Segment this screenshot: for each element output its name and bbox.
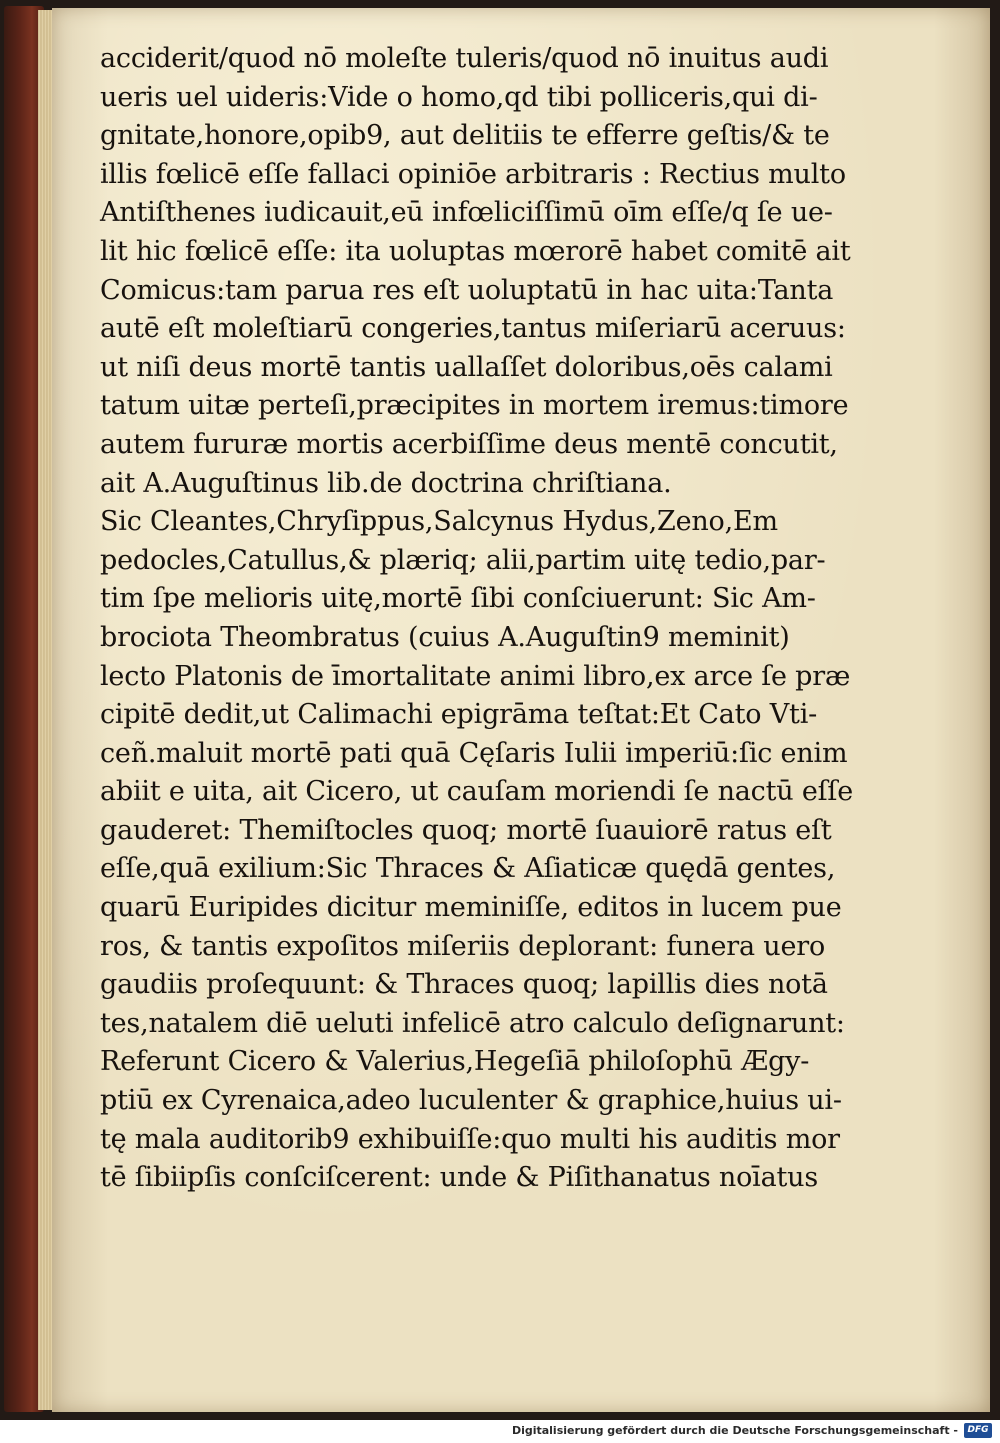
funding-credit: Digitalisierung gefördert durch die Deutsche Forschungsgemeinschaft - — [511, 1424, 958, 1437]
text-line: acciderit/quod nō moleſte tuleris/quod nō inuitus audi — [100, 43, 829, 74]
text-line: tę mala auditorib9 exhibuiſſe:quo multi his auditis mor — [100, 1123, 840, 1155]
text-line: tes,natalem diē ueluti infelicē atro calculo deſignarunt: — [100, 1007, 845, 1039]
text-line: gaudiis proſequunt: & Thraces quoq; lapillis dies notā — [100, 969, 828, 1001]
text-line: brociota Theombratus (cuius A.Auguſtin9 meminit) — [100, 621, 790, 653]
text-line: autē eſt moleſtiarū congeries,tantus miſeriarū aceruus: — [100, 313, 846, 345]
text-line: tatum uitæ perteſi,præcipites in mortem iremus:timore — [100, 390, 849, 422]
text-line: abiit e uita, ait Cicero, ut cauſam moriendi ſe nactū eſſe — [100, 776, 853, 808]
text-line: quarū Euripides dicitur meminiſſe, editos in lucem pue — [100, 892, 842, 924]
text-line: ait A.Auguſtinus lib.de doctrina chriſtiana. — [100, 467, 672, 499]
text-line: ros, & tantis expoſitos miſeriis deplorant: funera uero — [100, 930, 826, 962]
text-line: tē ſibiipſis conſciſcerent: unde & Piſithanatus noīatus — [100, 1162, 819, 1194]
text-line: cipitē dedit,ut Calimachi epigrāma teſtat:Et Cato Vti- — [100, 699, 818, 731]
text-line: ceñ.maluit mortē pati quā Cęſaris Iulii imperiū:ſic enim — [100, 737, 848, 769]
text-line: lit hic fœlicē eſſe: ita uoluptas mœrorē habet comitē ait — [100, 235, 851, 267]
dfg-logo-icon: DFG — [964, 1423, 992, 1438]
text-line: pedocles,Catullus,& plæriq; alii,partim uitę tedio,par- — [100, 544, 826, 576]
text-line: ptiū ex Cyrenaica,adeo luculenter & graphice,huius ui- — [100, 1085, 842, 1117]
text-line: tim ſpe melioris uitę,mortē ſibi conſciuerunt: Sic Am- — [100, 583, 816, 615]
text-line: lecto Platonis de īmortalitate animi libro,ex arce ſe præ — [100, 660, 851, 692]
page-text — [100, 40, 890, 1198]
text-line: Comicus:tam parua res eſt uoluptatū in hac uita:Tanta — [100, 274, 834, 306]
text-line: ueris uel uideris:Vide o homo,qd tibi polliceris,qui di- — [100, 81, 818, 113]
text-line: Antiſthenes iudicauit,eū infœliciſſimū oīm eſſe/q ſe ue- — [100, 197, 833, 229]
text-line: ut niſi deus mortē tantis uallaſſet doloribus,oēs calami — [100, 351, 833, 383]
text-line: Sic Cleantes,Chryſippus,Salcynus Hydus,Zeno,Em — [100, 506, 778, 538]
text-line: gauderet: Themiſtocles quoq; mortē ſuauiorē ratus eſt — [100, 814, 832, 846]
text-line: eſſe,quā exilium:Sic Thraces & Aſiaticæ quędā gentes, — [100, 853, 836, 885]
text-line: Referunt Cicero & Valerius,Hegeſiā philoſophū Ægy- — [100, 1046, 810, 1078]
footer-bar — [0, 1420, 1000, 1443]
text-line: illis fœlicē eſſe fallaci opiniōe arbitraris : Rectius multo — [100, 158, 846, 190]
text-line: gnitate,honore,opib9, aut delitiis te efferre geſtis/& te — [100, 120, 830, 152]
text-line: autem fururæ mortis acerbiſſime deus mentē concutit, — [100, 428, 838, 460]
